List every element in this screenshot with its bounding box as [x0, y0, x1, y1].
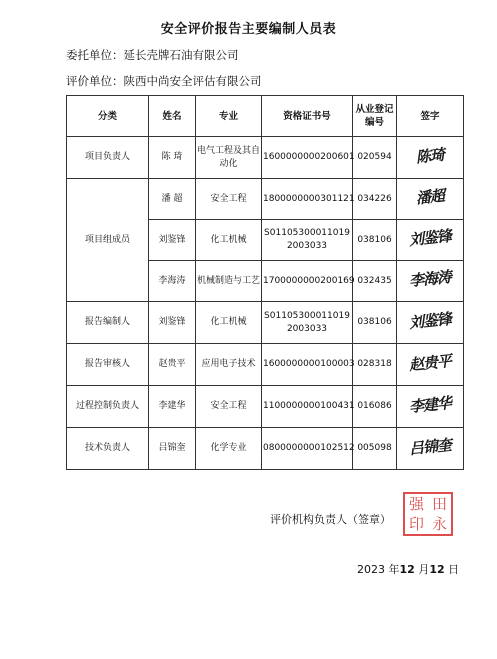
category-cell: 报告审核人 [67, 344, 149, 386]
table-row [67, 428, 464, 470]
document-title: 安全评价报告主要编制人员表 [160, 22, 337, 37]
table-row [67, 179, 464, 220]
date-year-unit: 年 [388, 563, 400, 576]
table-row [67, 386, 464, 428]
table-row [67, 137, 464, 179]
staff-table [66, 95, 464, 470]
seal-char: 强 [408, 495, 424, 513]
name-cell: 刘鉴锋 [149, 302, 196, 344]
client-line [66, 47, 239, 63]
reg-cell: 038106 [353, 220, 397, 261]
seal-char: 印 [408, 515, 424, 533]
evaluator-label: 评价单位： [66, 74, 124, 88]
reg-cell: 034226 [353, 179, 397, 220]
signature: 李海涛 [408, 267, 452, 291]
signature: 刘鉴锋 [408, 226, 452, 250]
header-cert-no: 资格证书号 [262, 96, 353, 137]
name-cell: 陈 琦 [149, 137, 196, 179]
reg-cell: 005098 [353, 428, 397, 470]
category-cell: 项目负责人 [67, 137, 149, 179]
evaluator-name: 陕西中尚安全评估有限公司 [123, 74, 262, 88]
major-cell: 应用电子技术 [196, 344, 262, 386]
client-label: 委托单位： [66, 48, 124, 62]
reg-cell: 032435 [353, 261, 397, 302]
name-cell: 李海涛 [149, 261, 196, 302]
major-cell: 机械制造与工艺 [196, 261, 262, 302]
cert-cell: S011053000110192003033 [262, 302, 353, 344]
date-month: 12 [399, 563, 415, 576]
signature-cell [397, 386, 464, 428]
header-category: 分类 [67, 96, 149, 137]
reg-cell: 020594 [353, 137, 397, 179]
document-date [357, 561, 459, 577]
date-month-unit: 月 [418, 563, 430, 576]
signature: 陈琦 [415, 145, 445, 166]
date-year: 2023 [357, 563, 385, 576]
signature-cell [397, 344, 464, 386]
major-cell: 电气工程及其自动化 [196, 137, 262, 179]
date-day-unit: 日 [448, 563, 460, 576]
reg-cell: 038106 [353, 302, 397, 344]
cert-cell: 1600000000200601 [262, 137, 353, 179]
table-row [67, 344, 464, 386]
evaluator-line [66, 73, 262, 89]
header-major: 专业 [196, 96, 262, 137]
red-seal-stamp [403, 492, 453, 536]
category-cell: 过程控制负责人 [67, 386, 149, 428]
name-cell: 吕锦奎 [149, 428, 196, 470]
reg-cell: 028318 [353, 344, 397, 386]
signature: 李建华 [408, 393, 452, 416]
signature-cell [397, 137, 464, 179]
signature-cell [397, 302, 464, 344]
name-cell: 刘鉴锋 [149, 220, 196, 261]
seal-char: 田 [431, 495, 447, 513]
signature-cell [397, 179, 464, 220]
signature: 潘超 [415, 186, 445, 208]
major-cell: 安全工程 [196, 179, 262, 220]
cert-cell: S011053000110192003033 [262, 220, 353, 261]
category-cell: 技术负责人 [67, 428, 149, 470]
header-signature: 签字 [397, 96, 464, 137]
major-cell: 安全工程 [196, 386, 262, 428]
organization-head-sign-label: 评价机构负责人（签章） [270, 513, 391, 526]
major-cell: 化工机械 [196, 302, 262, 344]
cert-cell: 1100000000100431 [262, 386, 353, 428]
name-cell: 潘 超 [149, 179, 196, 220]
header-reg-no: 从业登记编号 [353, 96, 397, 137]
major-cell: 化学专业 [196, 428, 262, 470]
table-header-row [67, 96, 464, 137]
signature-cell [397, 220, 464, 261]
signature: 吕锦奎 [408, 435, 452, 458]
cert-cell: 0800000000102512 [262, 428, 353, 470]
cert-cell: 1600000000100003 [262, 344, 353, 386]
signature: 刘鉴锋 [408, 309, 452, 332]
signature-cell [397, 261, 464, 302]
category-cell: 项目组成员 [67, 179, 149, 302]
seal-char: 永 [431, 515, 447, 533]
date-day: 12 [429, 563, 445, 576]
name-cell: 赵贵平 [149, 344, 196, 386]
reg-cell: 016086 [353, 386, 397, 428]
category-cell: 报告编制人 [67, 302, 149, 344]
signature: 赵贵平 [408, 351, 452, 374]
cert-cell: 1800000000301121 [262, 179, 353, 220]
table-row [67, 302, 464, 344]
signature-cell [397, 428, 464, 470]
major-cell: 化工机械 [196, 220, 262, 261]
header-name: 姓名 [149, 96, 196, 137]
client-name: 延长壳牌石油有限公司 [123, 48, 239, 62]
cert-cell: 1700000000200169 [262, 261, 353, 302]
name-cell: 李建华 [149, 386, 196, 428]
